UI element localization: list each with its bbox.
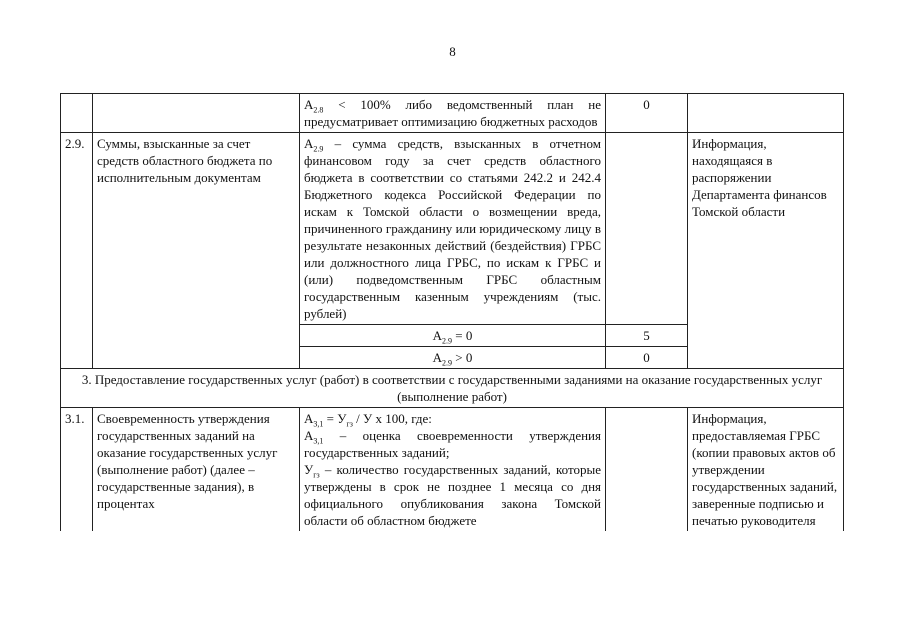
indicator-3-1: Своевременность утверждения государственных заданий на оказание государственных услуг (выполнение работ) (далее – государственные задания), в процентах xyxy=(93,408,300,532)
description-3-1 xyxy=(300,408,606,532)
score-a29-eq-0: 5 xyxy=(606,325,688,347)
table-row-2-9 xyxy=(61,133,844,325)
row-number-3-1: 3.1. xyxy=(61,408,93,532)
source-2-9: Информация, находящаяся в распоряжении Департамента финансов Томской области xyxy=(688,133,844,369)
condition-a29-gt-0: $A_{2.9} > 0$ xyxy=(300,347,606,369)
score-a29-gt-0: 0 xyxy=(606,347,688,369)
row-number-2-9: 2.9. xyxy=(61,133,93,369)
score-a28: 0 xyxy=(606,94,688,133)
section-3-title: 3. Предоставление государственных услуг (работ) в соответствии с государственными заданиями на оказание государственных услуг (выполнение работ) xyxy=(61,369,844,408)
definition-a31: $A_{3,1}$ – оценка своевременности утверждения государственных заданий; xyxy=(304,428,601,460)
source-3-1: Информация, предоставляемая ГРБС (копии правовых актов об утверждении государственных заданий, заверенные подписью и печатью руководителя xyxy=(688,408,844,532)
table-row-a28 xyxy=(61,94,844,133)
description-2-9: $A_{2.9}$ – сумма средств, взысканных в отчетном финансовом году за счет средств областного бюджета в соответствии со статьями 242.2 и 242.4 Бюджетного кодекса Российской Федерации по искам к Томской области о возмещении вреда, причиненного гражданину или юридическому лицу в результате незаконных действий (бездействия) ГРБС или должностного лица ГРБС, по искам к ГРБС и (или) подведомственным ГРБС областным государственным казенным учреждениям (тыс. рублей) xyxy=(300,133,606,325)
condition-a29-eq-0: $A_{2.9} = 0$ xyxy=(300,325,606,347)
table-row-3-1 xyxy=(61,408,844,532)
page-number: 8 xyxy=(449,44,456,59)
section-3-row xyxy=(61,369,844,408)
definition-ugz: $У_{гз}$ – количество государственных заданий, которые утверждены в срок не позднее 1 месяца со дня официального опубликования закона Томской области об областном бюджете xyxy=(304,462,601,528)
criteria-table xyxy=(60,93,844,531)
indicator-2-9: Суммы, взысканные за счет средств областного бюджета по исполнительным документам xyxy=(93,133,300,369)
criterion-a28: $A_{2.8} < 100\%$ либо ведомственный план не предусматривает оптимизацию бюджетных расходов xyxy=(300,94,606,133)
formula-3-1: $A_{3,1} = У_{гз} / У$ х 100, где: xyxy=(304,411,432,429)
